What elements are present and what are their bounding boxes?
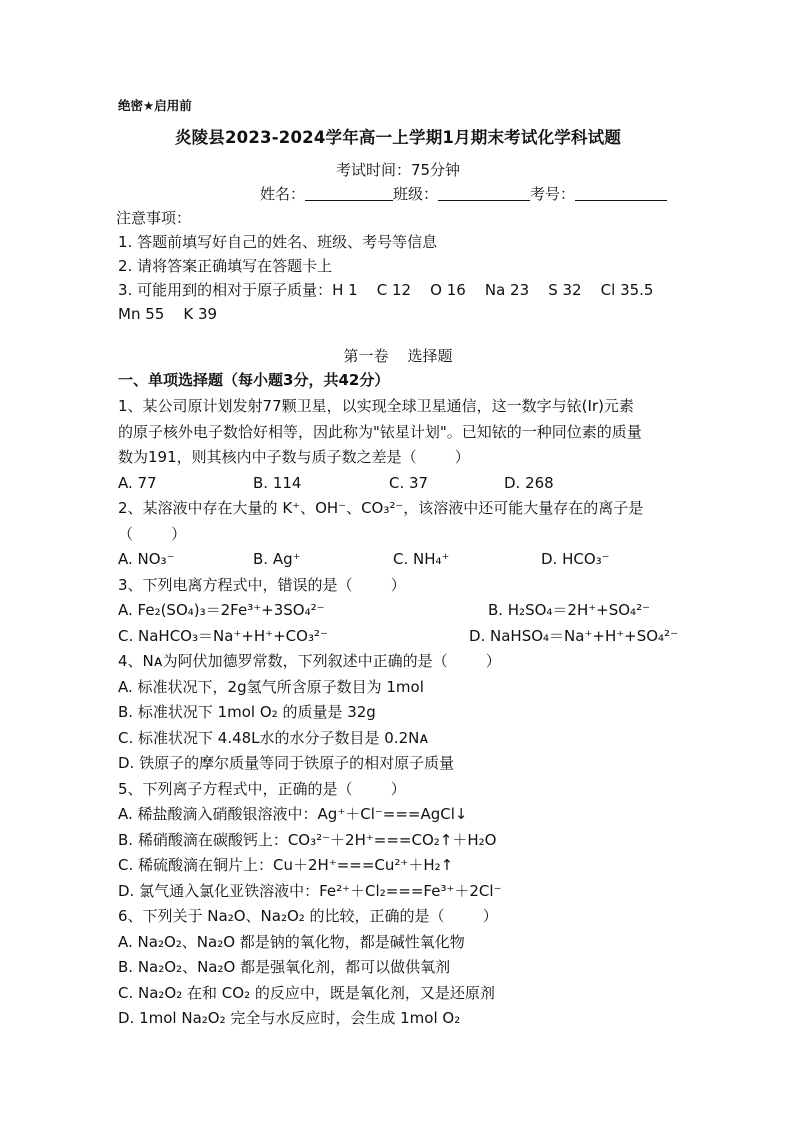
question-stem: 3、下列电离方程式中，错误的是（ ） (118, 575, 406, 594)
question-stem-line: （ ） (118, 524, 187, 543)
student-info-row (118, 182, 678, 206)
number-blank[interactable] (575, 186, 667, 201)
options-row (118, 547, 678, 573)
question-stem-line: 数为191，则其核内中子数与质子数之差是（ ） (118, 448, 470, 466)
exam-page (118, 96, 678, 1032)
options-row (118, 624, 678, 650)
question-stem: 5、下列离子方程式中，正确的是（ ） (118, 779, 406, 798)
options-row (118, 598, 678, 624)
note-item: 3. 可能用到的相对于原子质量：H 1 C 12 O 16 Na 23 S 32 Cl 35.5 (118, 281, 654, 299)
option-d[interactable]: D. NaHSO₄＝Na⁺+H⁺+SO₄²⁻ (468, 626, 678, 645)
option-b[interactable]: B. Na₂O₂、Na₂O 都是强氧化剂，都可以做供氧剂 (118, 958, 451, 976)
name-label: 姓名： (260, 185, 306, 203)
option-c[interactable]: C. NaHCO₃＝Na⁺+H⁺+CO₃²⁻ (118, 626, 328, 645)
option-b[interactable]: B. 标准状况下 1mol O₂ 的质量是 32g (118, 703, 376, 721)
question-4 (118, 649, 678, 777)
question-3 (118, 573, 678, 650)
exam-title: 炎陵县2023-2024学年高一上学期1月期末考试化学科试题 (174, 128, 622, 147)
option-a[interactable]: A. 77 (118, 473, 157, 492)
number-label: 考号： (530, 185, 576, 203)
question-stem-line: 的原子核外电子数恰好相等，因此称为"铱星计划"。已知铱的一种同位素的质量 (118, 422, 642, 441)
option-d[interactable]: D. 1mol Na₂O₂ 完全与水反应时，会生成 1mol O₂ (118, 1009, 461, 1027)
question-2 (118, 496, 678, 573)
question-stem: 6、下列关于 Na₂O、Na₂O₂ 的比较，正确的是（ ） (118, 907, 498, 925)
confidential-mark: 绝密★启用前 (118, 98, 192, 113)
note-item: 2. 请将答案正确填写在答题卡上 (118, 257, 333, 275)
question-stem-line: 1、某公司原计划发射77颗卫星，以实现全球卫星通信，这一数字与铱(Ir)元素 (118, 397, 634, 415)
exam-time: 考试时间：75分钟 (335, 161, 461, 179)
options-row (118, 471, 678, 497)
question-5 (118, 777, 678, 905)
option-c[interactable]: C. Na₂O₂ 在和 CO₂ 的反应中，既是氧化剂，又是还原剂 (118, 983, 495, 1002)
option-c[interactable]: C. 稀硫酸滴在铜片上：Cu＋2H⁺===Cu²⁺＋H₂↑ (118, 856, 454, 874)
note-item: 1. 答题前填写好自己的姓名、班级、考号等信息 (118, 233, 438, 251)
question-6 (118, 904, 678, 1032)
option-b[interactable]: B. 稀硝酸滴在碳酸钙上：CO₃²⁻＋2H⁺===CO₂↑＋H₂O (118, 830, 497, 849)
option-d[interactable]: D. 268 (504, 473, 554, 492)
class-label: 班级： (393, 185, 439, 203)
option-d[interactable]: D. HCO₃⁻ (541, 550, 610, 568)
option-c[interactable]: C. 37 (389, 473, 429, 492)
option-a[interactable]: A. 稀盐酸滴入硝酸银溶液中：Ag⁺＋Cl⁻===AgCl↓ (118, 805, 468, 823)
part-title: 第一卷 选择题 (343, 347, 453, 365)
option-d[interactable]: D. 氯气通入氯化亚铁溶液中：Fe²⁺＋Cl₂===Fe³⁺＋2Cl⁻ (118, 881, 502, 900)
option-b[interactable]: B. H₂SO₄＝2H⁺+SO₄²⁻ (487, 601, 650, 619)
option-c[interactable]: C. NH₄⁺ (393, 550, 450, 568)
option-a[interactable]: A. Na₂O₂、Na₂O 都是钠的氧化物，都是碱性氧化物 (118, 932, 465, 951)
name-blank[interactable] (305, 186, 393, 201)
section-heading: 一、单项选择题（每小题3分，共42分） (118, 371, 390, 389)
class-blank[interactable] (438, 186, 530, 201)
note-item: Mn 55 K 39 (118, 305, 218, 323)
option-b[interactable]: B. Ag⁺ (253, 550, 301, 568)
option-a[interactable]: A. NO₃⁻ (118, 550, 175, 568)
question-1 (118, 394, 678, 496)
option-d[interactable]: D. 铁原子的摩尔质量等同于铁原子的相对原子质量 (118, 754, 455, 772)
option-c[interactable]: C. 标准状况下 4.48L水的水分子数目是 0.2Nᴀ (118, 728, 429, 747)
notes-heading: 注意事项： (116, 209, 192, 227)
option-b[interactable]: B. 114 (253, 473, 302, 492)
question-stem: 4、Nᴀ为阿伏加德罗常数，下列叙述中正确的是（ ） (118, 652, 501, 670)
option-a[interactable]: A. 标准状况下，2g氢气所含原子数目为 1mol (118, 677, 424, 696)
option-a[interactable]: A. Fe₂(SO₄)₃＝2Fe³⁺+3SO₄²⁻ (118, 601, 325, 619)
question-stem-line: 2、某溶液中存在大量的 K⁺、OH⁻、CO₃²⁻，该溶液中还可能大量存在的离子是 (118, 499, 644, 517)
